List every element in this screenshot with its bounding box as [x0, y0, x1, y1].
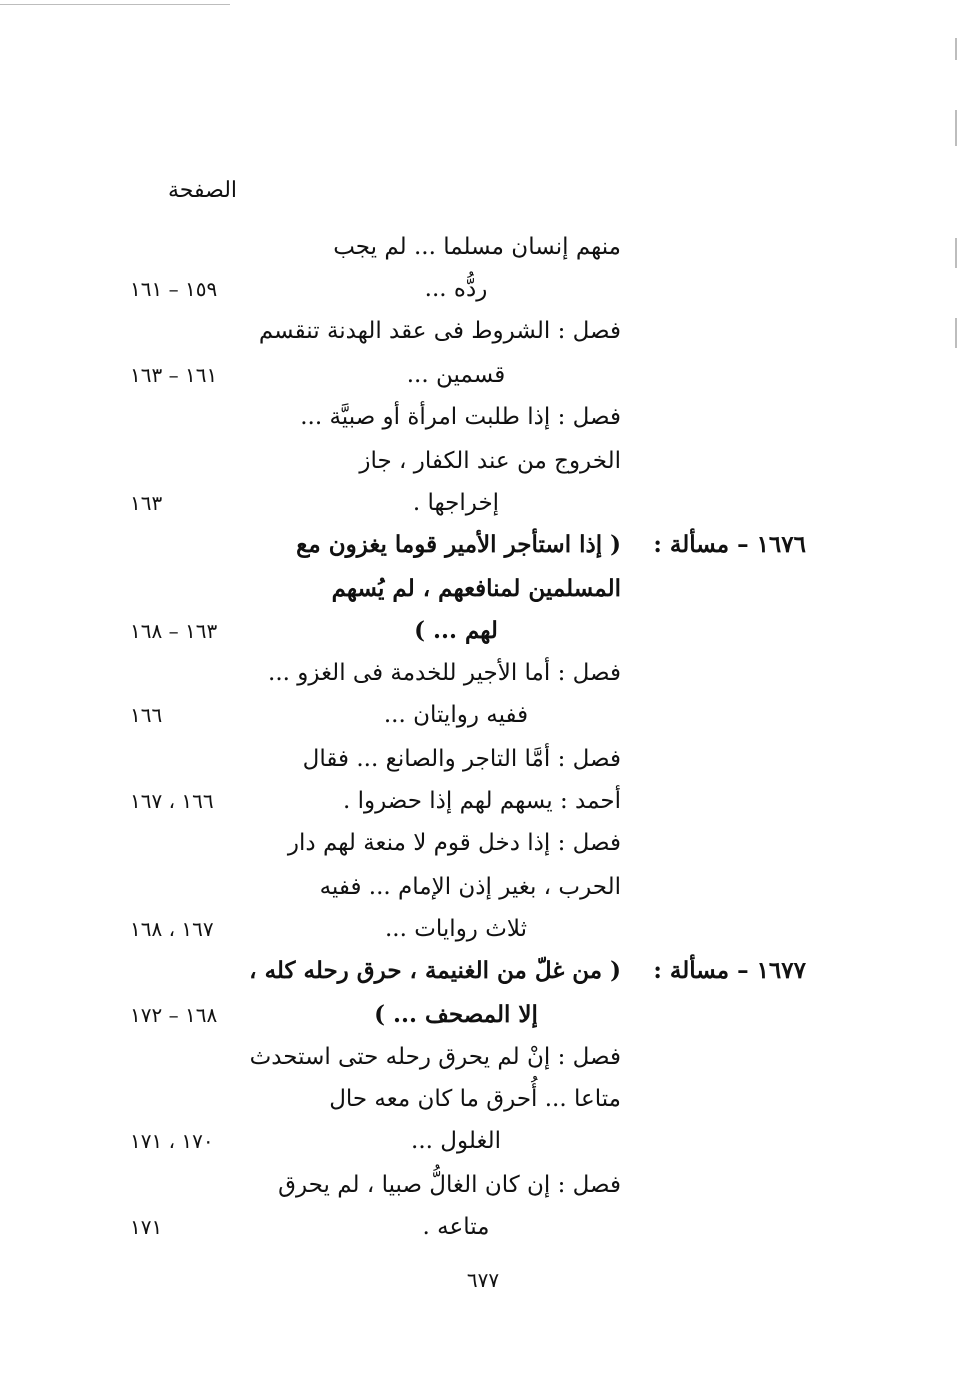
entry-text: متاعه . — [422, 1214, 490, 1240]
page-range: ١٦١ – ١٦٣ — [130, 363, 218, 387]
index-row — [0, 738, 966, 780]
page-range: ١٦٦ ، ١٦٧ — [130, 789, 214, 813]
page-range — [130, 310, 280, 352]
entry-text: ردُّه ... — [424, 276, 488, 302]
entry-text: إلا المصحف ... ) — [374, 1001, 538, 1028]
index-row — [0, 950, 966, 992]
page-range — [130, 396, 280, 438]
masala-number: ١٦٧٧ – مسألة : — [653, 957, 806, 984]
scan-mark-top-left — [0, 4, 230, 5]
page-range — [130, 866, 280, 908]
page-range — [130, 738, 280, 780]
page-range — [130, 1164, 280, 1206]
page-number: ٦٧٧ — [466, 1268, 500, 1292]
entry-text: فصل : إنْ لم يحرق رحله حتى استحدث — [249, 1044, 621, 1070]
page-range — [130, 524, 280, 566]
index-row — [0, 354, 966, 396]
page-range: ١٥٩ – ١٦١ — [130, 277, 218, 301]
index-row — [0, 694, 966, 736]
entry-text: أحمد : يسهم لهم إذا حضروا . — [342, 788, 621, 814]
index-row — [0, 1078, 966, 1120]
index-row — [0, 482, 966, 524]
index-row — [0, 1206, 966, 1248]
page-range: ١٧٠ ، ١٧١ — [130, 1129, 214, 1153]
entry-text: ففيه روايتان ... — [383, 702, 529, 728]
index-row — [0, 568, 966, 610]
entry-text: فصل : أمَّا التاجر والصانع ... فقال — [302, 746, 621, 772]
index-row — [0, 1120, 966, 1162]
index-row — [0, 524, 966, 566]
index-row — [0, 310, 966, 352]
page-range — [130, 950, 280, 992]
page-range: ١٦٧ ، ١٦٨ — [130, 917, 214, 941]
index-row — [0, 780, 966, 822]
entry-text: قسمين ... — [406, 362, 506, 388]
page-range: ١٦٦ — [130, 703, 163, 727]
page-range — [130, 440, 280, 482]
index-row — [0, 396, 966, 438]
entry-text: فصل : أما الأجير للخدمة فى الغزو ... — [268, 660, 621, 686]
masala-number: ١٦٧٦ – مسألة : — [653, 531, 806, 558]
page-range: ١٦٣ – ١٦٨ — [130, 619, 218, 643]
entry-text: متاعا ... أُحرق ما كان معه حال — [329, 1086, 621, 1112]
index-row — [0, 1164, 966, 1206]
entry-text: فصل : الشروط فى عقد الهدنة تنقسم — [258, 318, 621, 344]
page-range: ١٦٨ – ١٧٢ — [130, 1003, 218, 1027]
page-range — [130, 822, 280, 864]
entry-text: الخروج من عند الكفار ، جاز — [359, 448, 621, 474]
index-row — [0, 652, 966, 694]
entry-text: منهم إنسان مسلما ... لم يجب — [333, 234, 621, 260]
page-range — [130, 568, 280, 610]
scan-mark-right-1 — [955, 38, 957, 60]
entry-text: المسلمين لمنافعهم ، لم يُسهم — [331, 575, 621, 602]
page-column-header: الصفحة — [168, 178, 238, 203]
entry-text: إخراجها . — [412, 490, 500, 516]
entry-text: ثلاث روايات ... — [385, 916, 527, 942]
index-row — [0, 822, 966, 864]
page-range: ١٦٣ — [130, 491, 163, 515]
page-range — [130, 1078, 280, 1120]
index-row — [0, 866, 966, 908]
entry-text: ( من غلّ من الغنيمة ، حرق رحله كله ، — [249, 957, 621, 984]
index-row — [0, 268, 966, 310]
entry-text: الحرب ، بغير إذن الإمام ... ففيه — [319, 874, 621, 900]
page-range — [130, 1036, 280, 1078]
index-row — [0, 610, 966, 652]
entry-text: الغلول ... — [411, 1128, 501, 1154]
page-range: ١٧١ — [130, 1215, 163, 1239]
index-row — [0, 440, 966, 482]
entry-text: فصل : إن كان الغالُّ صبيا ، لم يحرق — [278, 1172, 621, 1198]
index-row — [0, 908, 966, 950]
entry-text: لهم ... ) — [414, 617, 498, 644]
page-range — [130, 226, 280, 268]
index-row — [0, 226, 966, 268]
index-row — [0, 1036, 966, 1078]
entry-text: ( إذا استأجر الأمير قوما يغزون مع — [296, 531, 621, 558]
scan-mark-right-2 — [955, 110, 957, 146]
index-row — [0, 994, 966, 1036]
entry-text: فصل : إذا دخل قوم لا منعة لهم دار — [287, 830, 621, 856]
page-range — [130, 652, 280, 694]
entry-text: فصل : إذا طلبت امرأة أو صبيَّة ... — [300, 404, 621, 430]
